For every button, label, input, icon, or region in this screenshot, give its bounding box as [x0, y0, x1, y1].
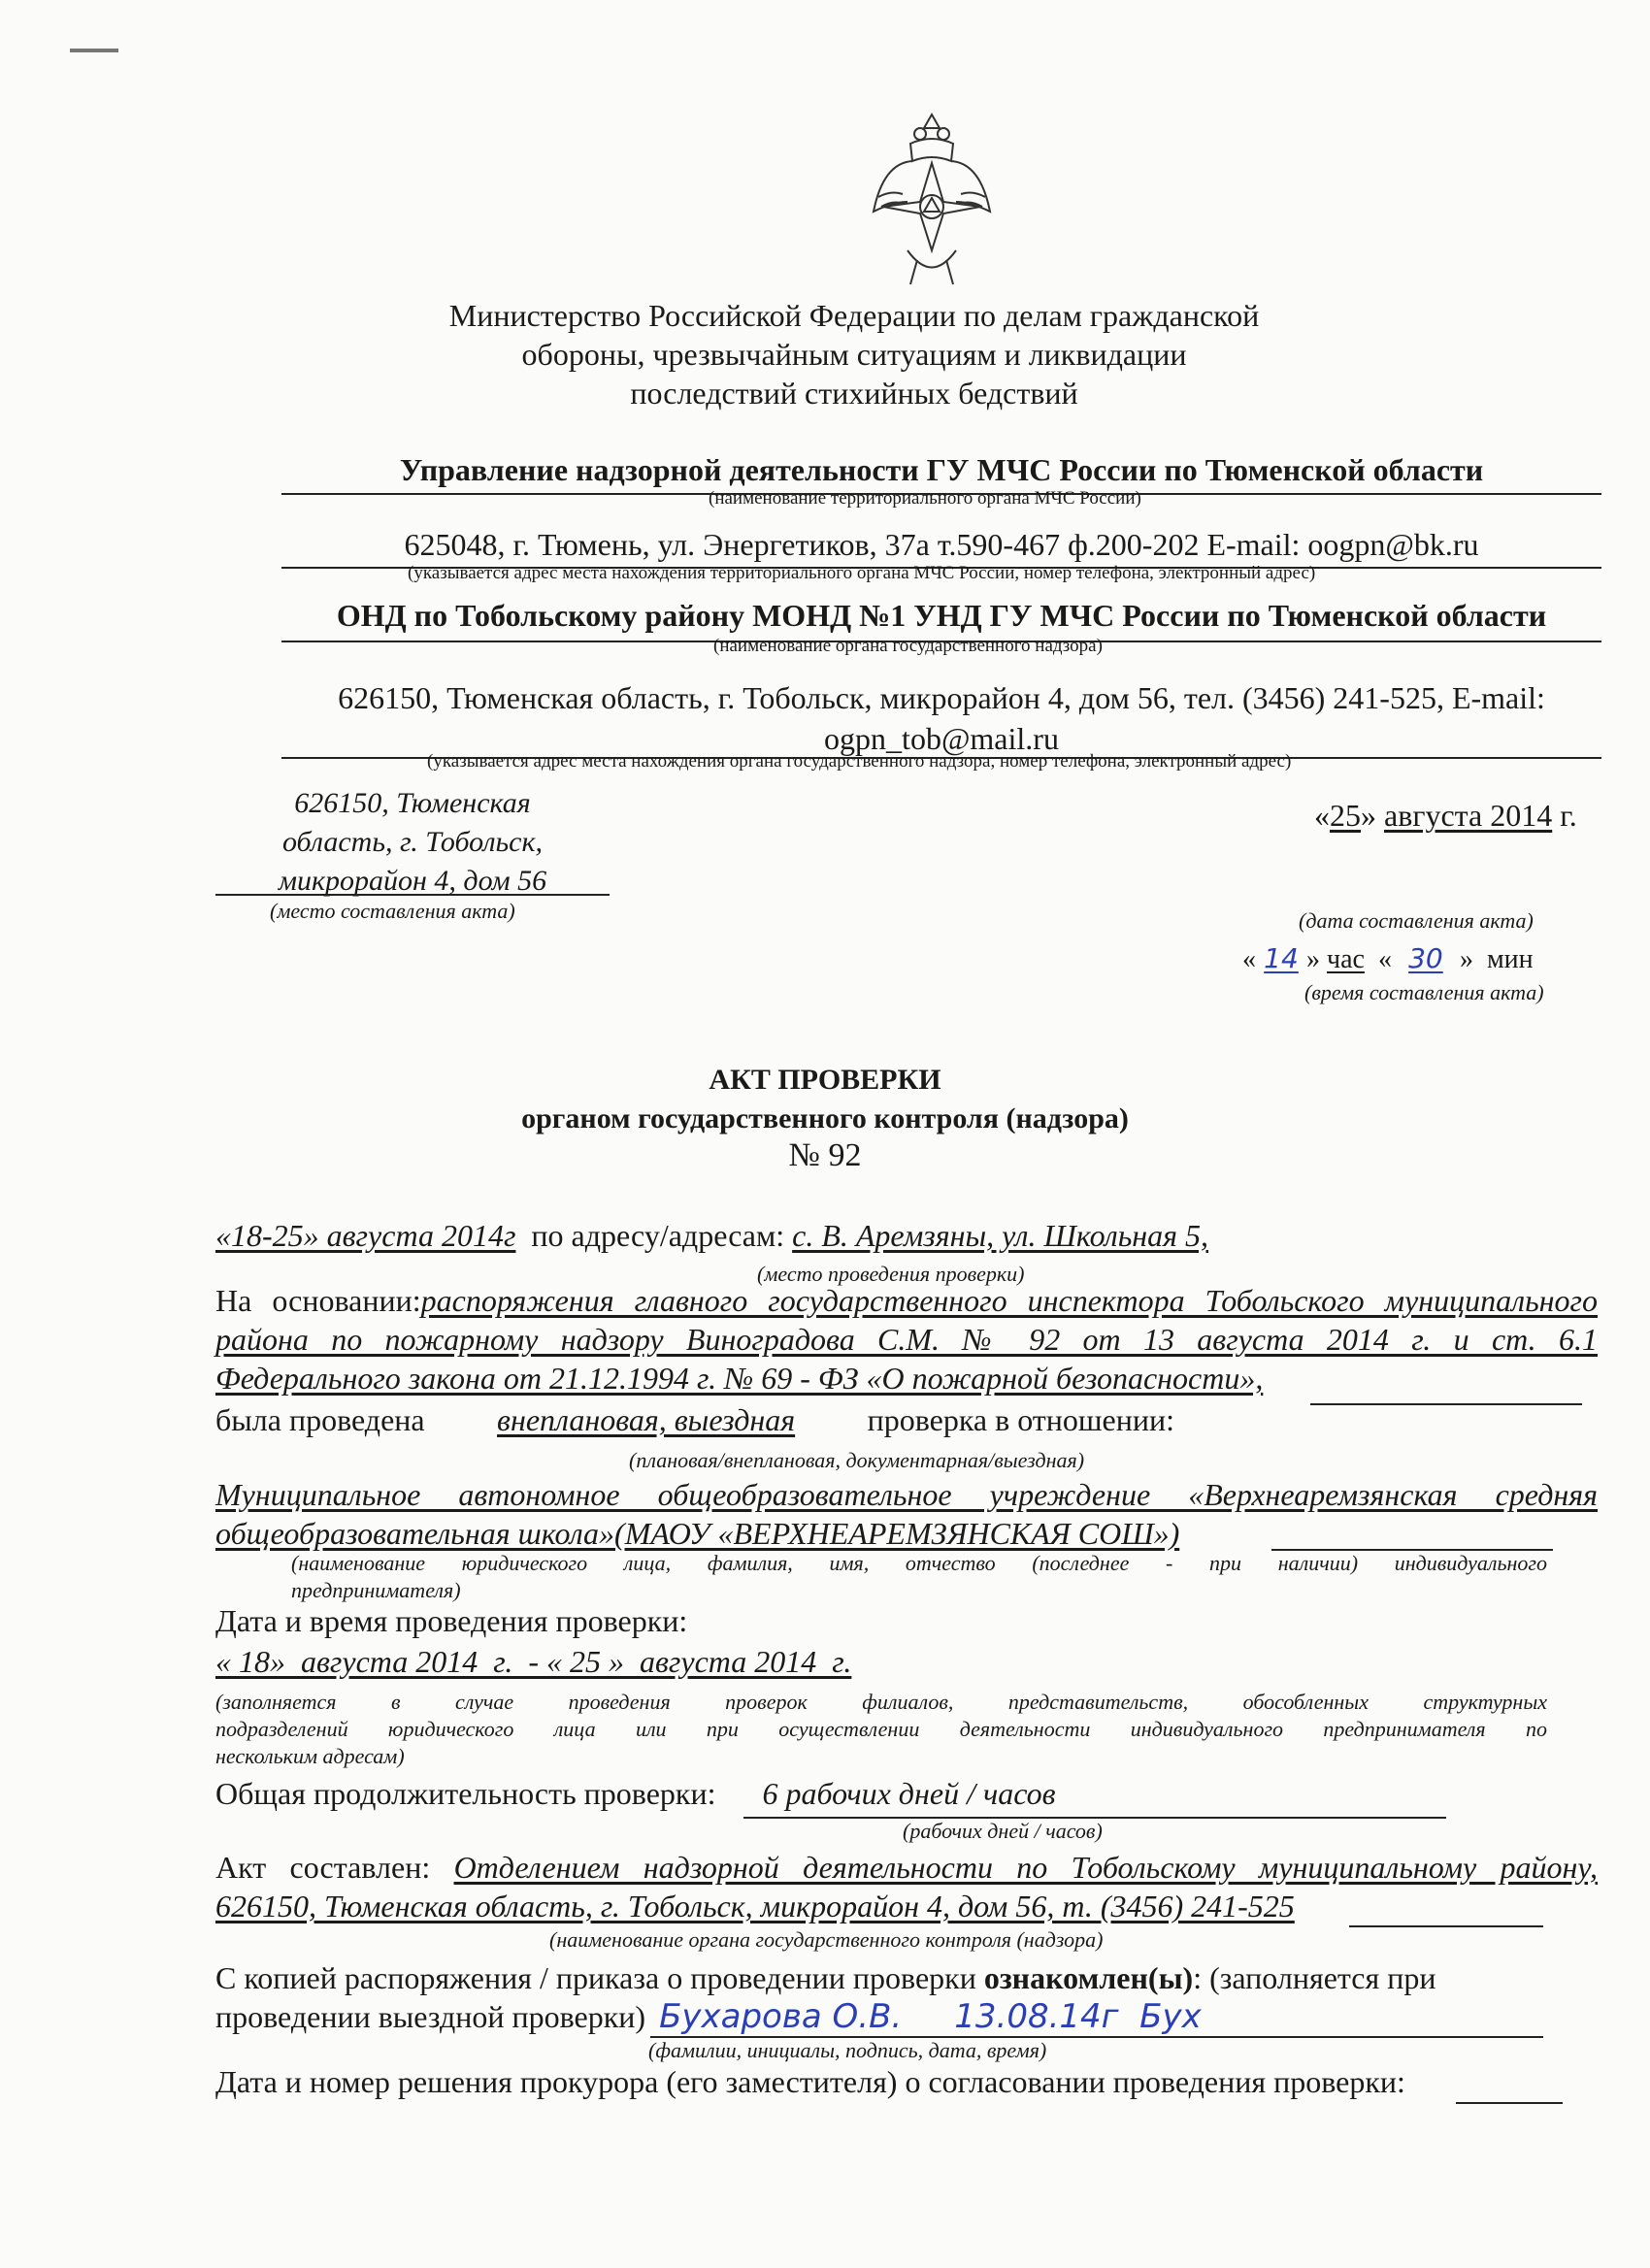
- place-line-2: область, г. Тобольск,: [281, 826, 544, 858]
- prosecutor-label: Дата и номер решения прокурора (его заместителя) о согласовании проведения проверки:: [215, 2064, 1405, 2099]
- entity-caption: [291, 1550, 1547, 1604]
- datetime-caption: [215, 1689, 1547, 1770]
- basis-text-1: распоряжения главного государственного инспектора Тобольского муниципального: [420, 1283, 1599, 1318]
- place-caption: (место составления акта): [270, 899, 515, 923]
- compiled-label: Акт составлен:: [215, 1850, 431, 1885]
- copy-signature: Бухарова О.В. 13.08.14г Бух: [659, 1997, 1202, 2036]
- emchs-emblem-icon: [864, 105, 1000, 299]
- entity-caption-line-2: предпринимателя): [291, 1578, 461, 1602]
- date-close-quote: »: [1361, 798, 1376, 833]
- duration-caption: (рабочих дней / часов): [903, 1819, 1103, 1843]
- entity-caption-line-1: (наименование юридического лица, фамилия, имя, отчество (последнее - при наличии) индивидуального: [291, 1551, 1547, 1575]
- copy-line-1: [215, 1958, 1598, 1997]
- supervision-body-caption: (наименование органа государственного надзора): [713, 636, 1103, 656]
- supervision-body-address: [281, 677, 1601, 759]
- basis-text-3: Федерального закона от 21.12.1994 г. № 69 - ФЗ «О пожарной безопасности»,: [215, 1361, 1264, 1396]
- date-month-year: августа 2014: [1384, 798, 1553, 833]
- address-label: по адресу/адресам:: [531, 1218, 785, 1253]
- supervision-address-line-1: 626150, Тюменская область, г. Тобольск, микрорайон 4, дом 56, тел. (3456) 241-525, E-mail:: [338, 680, 1545, 715]
- supervision-body-name: ОНД по Тобольскому району МОНД №1 УНД ГУ МЧС России по Тюменской области: [336, 598, 1547, 633]
- basis-block: [215, 1281, 1598, 1397]
- copy-caption: (фамилии, инициалы, подпись, дата, время): [648, 2038, 1047, 2062]
- conducted-caption: (плановая/внеплановая, документарная/выездная): [629, 1448, 1085, 1472]
- place-block: [215, 784, 610, 901]
- divider: [215, 894, 610, 896]
- time-hour: 14: [1264, 942, 1299, 974]
- supervision-address-line-2: ogpn_tob@mail.ru: [824, 721, 1059, 756]
- ministry-line-1: Министерство Российской Федерации по делам гражданской: [448, 298, 1260, 333]
- copy-text-1: С копией распоряжения / приказа о проведении проверки: [215, 1960, 984, 1995]
- datetime-caption-line-1: (заполняется в случае проведения проверок филиалов, представительств, обособленных структурных: [215, 1690, 1547, 1714]
- time-open-quote-2: «: [1377, 944, 1392, 974]
- basis-label: На основании:: [215, 1283, 421, 1318]
- conducted-tail: проверка в отношении:: [867, 1402, 1175, 1437]
- supervision-address-caption: (указывается адрес места нахождения органа государственного надзора, номер телефона, электронный адрес): [427, 751, 1292, 772]
- act-number: № 92: [788, 1137, 862, 1173]
- datetime-label: Дата и время проведения проверки:: [215, 1603, 688, 1638]
- divider: [1349, 1925, 1543, 1927]
- time-hour-label: час: [1327, 944, 1365, 974]
- copy-text-3: проведении выездной проверки): [215, 1999, 646, 2034]
- prosecutor-line: [215, 2064, 1405, 2100]
- date-day: 25: [1330, 798, 1361, 833]
- date-open-quote: «: [1314, 798, 1330, 833]
- entity-block: [215, 1475, 1598, 1553]
- entity-line-1: Муниципальное автономное общеобразовательное учреждение «Верхнеаремзянская средняя: [215, 1477, 1598, 1512]
- territorial-body-name: Управление надзорной деятельности ГУ МЧС России по Тюменской области: [399, 452, 1484, 487]
- ministry-line-2: обороны, чрезвычайным ситуациям и ликвидации: [521, 337, 1187, 372]
- date-suffix: г.: [1560, 798, 1577, 833]
- basis-line-1: [215, 1281, 1598, 1320]
- compiled-text-2: 626150, Тюменская область, г. Тобольск, микрорайон 4, дом 56, т. (3456) 241-525: [215, 1889, 1295, 1923]
- duration-label: Общая продолжительность проверки:: [215, 1776, 716, 1811]
- copy-text-2: : (заполняется при: [1193, 1960, 1436, 1995]
- inspection-period: «18-25» августа 2014г: [215, 1218, 516, 1253]
- datetime-value: « 18» августа 2014 г. - « 25 » августа 2014 г.: [215, 1644, 852, 1679]
- time-caption: (время составления акта): [1304, 980, 1544, 1004]
- time-open-quote-1: «: [1242, 944, 1256, 974]
- divider: [1456, 2102, 1563, 2104]
- copy-block: [215, 1958, 1598, 2036]
- time-minute-label: мин: [1486, 944, 1534, 974]
- conducted-type: внеплановая, выездная: [497, 1402, 796, 1437]
- compiled-text-1: Отделением надзорной деятельности по Тобольскому муниципальному району,: [453, 1850, 1599, 1885]
- act-subtitle: органом государственного контроля (надзора): [521, 1102, 1129, 1134]
- act-title: АКТ ПРОВЕРКИ: [709, 1064, 941, 1096]
- compiled-line-1: [215, 1848, 1598, 1887]
- conducted-line: [215, 1402, 1174, 1438]
- act-date: [1314, 798, 1577, 834]
- place-line-3: микрорайон 4, дом 56: [278, 865, 547, 897]
- time-close-quote-2: »: [1459, 944, 1473, 974]
- inspection-address: с. В. Аремзяны, ул. Школьная 5,: [792, 1218, 1209, 1253]
- duration-value: 6 рабочих дней / часов: [762, 1776, 1056, 1811]
- ministry-header: [427, 296, 1281, 412]
- datetime-caption-line-2: подразделений юридического лица или при осуществлении деятельности индивидуального предпринимателя по: [215, 1717, 1547, 1741]
- compiled-block: [215, 1848, 1598, 1925]
- scan-mark: [70, 49, 118, 52]
- copy-line-2: [215, 1997, 1598, 2036]
- time-close-quote-1: »: [1306, 944, 1320, 974]
- period-line: [215, 1218, 1208, 1254]
- duration-line: [215, 1776, 1056, 1812]
- conducted-label: была проведена: [215, 1402, 425, 1437]
- territorial-body-address: 625048, г. Тюмень, ул. Энергетиков, 37а т.590-467 ф.200-202 E-mail: oogpn@bk.ru: [404, 527, 1479, 562]
- datetime-caption-line-3: нескольким адресам): [215, 1744, 405, 1768]
- time-minute: 30: [1408, 942, 1443, 974]
- basis-text-2: района по пожарному надзору Виноградова С.М. № 92 от 13 августа 2014 г. и ст. 6.1: [215, 1322, 1598, 1357]
- entity-line-2: общеобразовательная школа»(МАОУ «ВЕРХНЕАРЕМЗЯНСКАЯ СОШ»): [215, 1516, 1180, 1551]
- copy-acknowledged: ознакомлен(ы): [983, 1960, 1194, 1995]
- address-caption: (место проведения проверки): [757, 1262, 1025, 1286]
- territorial-address-caption: (указывается адрес места нахождения территориального органа МЧС России, номер телефона, электронный адрес): [408, 563, 1316, 583]
- territorial-body-caption: (наименование территориального органа МЧС России): [709, 488, 1141, 509]
- date-caption: (дата составления акта): [1299, 908, 1534, 933]
- act-time: [1242, 942, 1534, 975]
- compiled-caption: (наименование органа государственного контроля (надзора): [549, 1927, 1104, 1952]
- ministry-line-3: последствий стихийных бедствий: [630, 376, 1078, 411]
- divider: [1310, 1403, 1582, 1405]
- place-line-1: 626150, Тюменская: [294, 787, 531, 819]
